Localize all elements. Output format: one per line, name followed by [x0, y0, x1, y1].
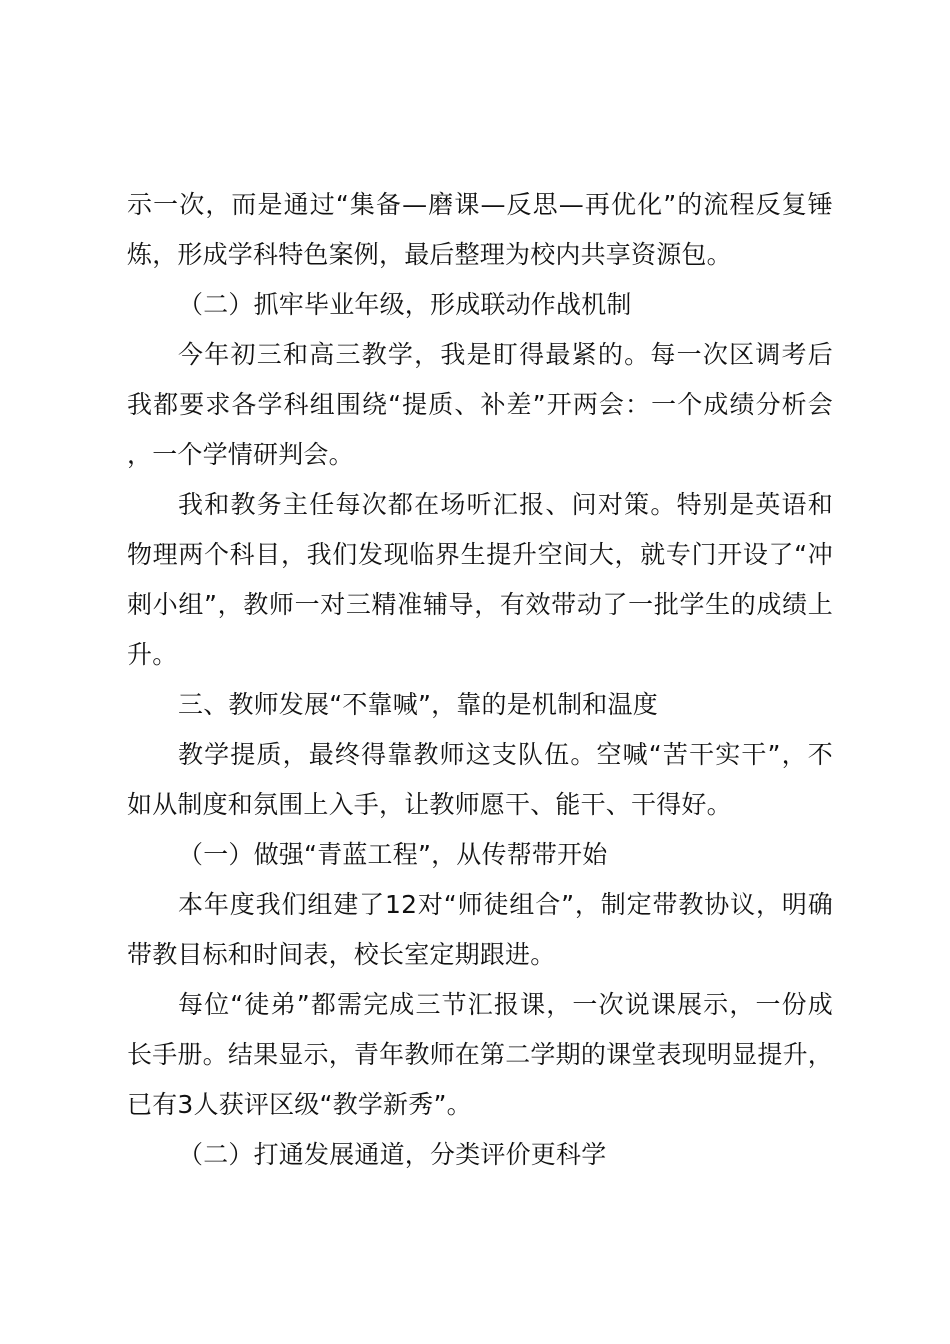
paragraph: 我和教务主任每次都在场听汇报、问对策。特别是英语和物理两个科目，我们发现临界生提升空间大，就专门开设了“冲刺小组”，教师一对三精准辅导，有效带动了一批学生的成绩上升。	[127, 490, 833, 669]
section-heading-qinglan-project: （一）做强“青蓝工程”，从传帮带开始	[178, 840, 608, 869]
paragraph: 每位“徒弟”都需完成三节汇报课，一次说课展示，一份成长手册。结果显示，青年教师在第二学期的课堂表现明显提升，已有3人获评区级“教学新秀”。	[127, 990, 833, 1119]
section-heading-teacher-development: 三、教师发展“不靠喊”，靠的是机制和温度	[178, 690, 658, 719]
section-heading-graduating-grades: （二）抓牢毕业年级，形成联动作战机制	[178, 290, 632, 319]
document-body	[127, 180, 833, 1180]
paragraph: 本年度我们组建了12对“师徒组合”，制定带教协议，明确带教目标和时间表，校长室定期跟进。	[127, 890, 833, 969]
paragraph-continuation: 示一次，而是通过“集备—磨课—反思—再优化”的流程反复锤炼，形成学科特色案例，最后整理为校内共享资源包。	[127, 190, 833, 269]
paragraph: 今年初三和高三教学，我是盯得最紧的。每一次区调考后我都要求各学科组围绕“提质、补差”开两会：一个成绩分析会，一个学情研判会。	[127, 340, 833, 469]
section-heading-development-channels: （二）打通发展通道，分类评价更科学	[178, 1140, 607, 1169]
paragraph: 教学提质，最终得靠教师这支队伍。空喊“苦干实干”，不如从制度和氛围上入手，让教师愿干、能干、干得好。	[127, 740, 833, 819]
